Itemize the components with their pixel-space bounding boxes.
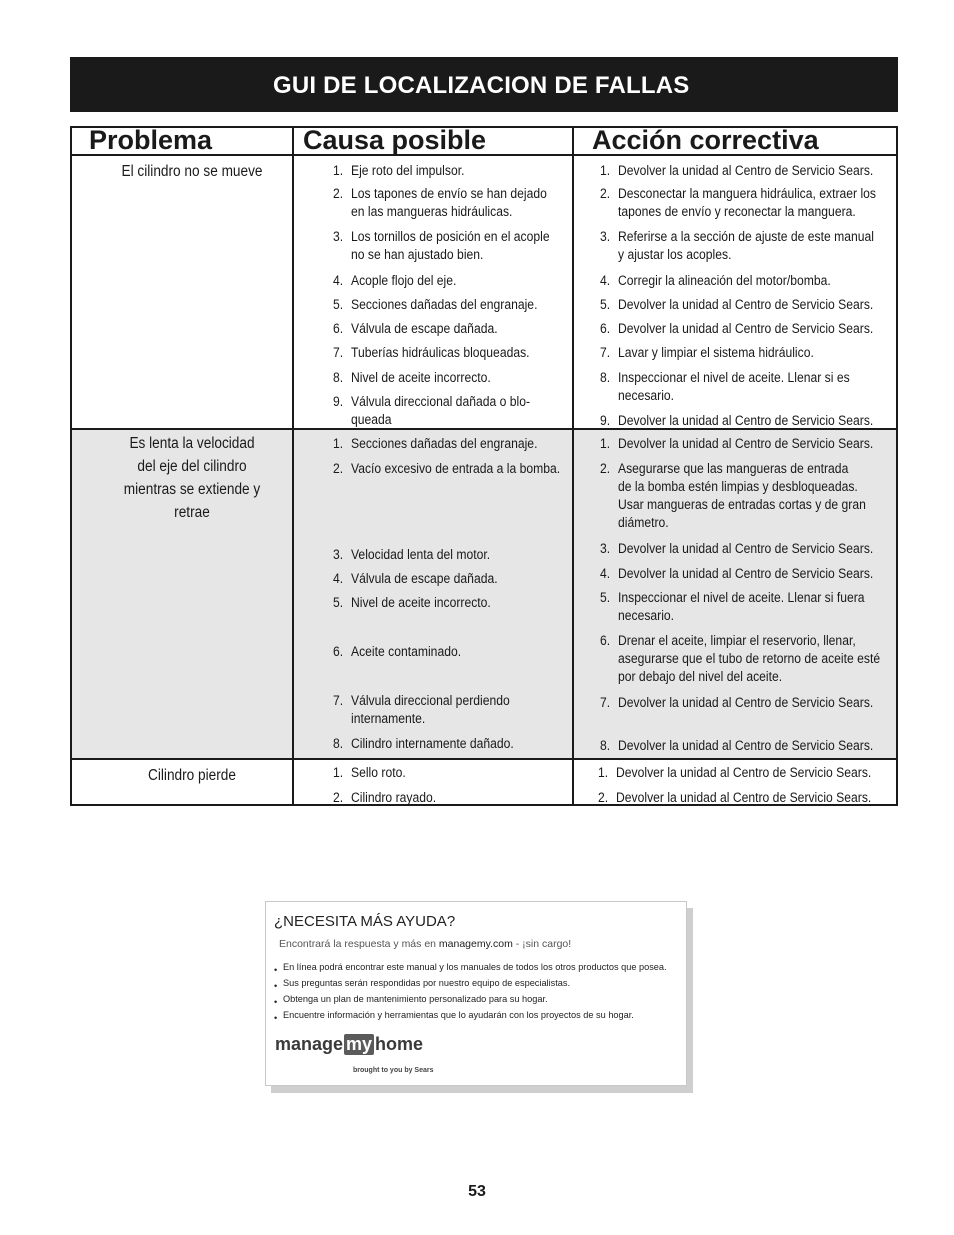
item-number: 1. — [333, 436, 344, 451]
item-number: 4. — [600, 566, 611, 581]
item-number: 8. — [600, 738, 611, 753]
bullet-icon: • — [274, 1013, 278, 1023]
item-text: Devolver la unidad al Centro de Servicio Sears. — [618, 321, 874, 336]
list-item: • Obtenga un plan de mantenimiento personalizado para su hogar. — [274, 994, 548, 1007]
item-text: Devolver la unidad al Centro de Servicio Sears. — [618, 436, 874, 451]
item-text: Los tapones de envío se han dejado en las mangueras hidráulicas. — [351, 186, 547, 219]
item-text: Devolver la unidad al Centro de Servicio Sears. — [618, 695, 874, 710]
page-title: GUI DE LOCALIZACION DE FALLAS — [273, 72, 690, 99]
item-number: 5. — [333, 595, 344, 610]
item-number: 6. — [333, 321, 344, 336]
item-text: Devolver la unidad al Centro de Servicio Sears. — [618, 738, 874, 753]
item-number: 2. — [598, 790, 609, 805]
item-text: Secciones dañadas del engranaje. — [351, 297, 538, 312]
item-text: Devolver la unidad al Centro de Servicio Sears. — [618, 541, 874, 556]
item-number: 6. — [600, 321, 611, 336]
item-text: Válvula de escape dañada. — [351, 571, 498, 586]
help-subtitle-prefix: Encontrará la respuesta y más en — [279, 938, 439, 950]
item-text: Velocidad lenta del motor. — [351, 547, 491, 562]
item-number: 2. — [600, 461, 611, 476]
item-text: Eje roto del impulsor. — [351, 163, 465, 178]
item-text: Inspeccionar el nivel de aceite. Llenar si es necesario. — [618, 370, 850, 403]
item-number: 1. — [600, 163, 611, 178]
item-number: 2. — [333, 790, 344, 805]
help-subtitle-suffix: - ¡sin cargo! — [512, 938, 572, 950]
item-text: Drenar el aceite, limpiar el reservorio, llenar, asegurarse que el tubo de retorno de aceite esté por debajo del nivel del aceite. — [618, 633, 881, 684]
item-text: Los tornillos de posición en el acople no se han ajustado bien. — [351, 229, 550, 262]
section-banner — [70, 57, 898, 112]
bullet-icon: • — [274, 981, 278, 991]
item-text: Nivel de aceite incorrecto. — [351, 370, 491, 385]
item-text: Devolver la unidad al Centro de Servicio Sears. — [618, 297, 874, 312]
item-text: Cilindro rayado. — [351, 790, 437, 805]
item-text: Devolver la unidad al Centro de Servicio Sears. — [616, 765, 872, 780]
item-number: 1. — [600, 436, 611, 451]
column-divider — [292, 128, 294, 804]
item-number: 4. — [333, 273, 344, 288]
item-text: Sello roto. — [351, 765, 406, 780]
item-text: Devolver la unidad al Centro de Servicio Sears. — [616, 790, 872, 805]
item-number: 4. — [600, 273, 611, 288]
item-number: 3. — [600, 229, 611, 244]
item-number: 3. — [333, 229, 344, 244]
item-text: Cilindro internamente dañado. — [351, 736, 514, 751]
item-text: Acople flojo del eje. — [351, 273, 457, 288]
item-number: 8. — [333, 736, 344, 751]
item-number: 2. — [333, 186, 344, 201]
item-number: 7. — [333, 345, 344, 360]
help-title: ¿NECESITA MÁS AYUDA? — [274, 913, 456, 930]
item-number: 7. — [600, 345, 611, 360]
item-text: Secciones dañadas del engranaje. — [351, 436, 538, 451]
item-text: Lavar y limpiar el sistema hidráulico. — [618, 345, 814, 360]
problem-text: El cilindro no se mueve — [121, 163, 263, 180]
item-text: Corregir la alineación del motor/bomba. — [618, 273, 831, 288]
item-text: Válvula direccional perdiendo internamente. — [351, 693, 510, 726]
bullet-icon: • — [274, 997, 278, 1007]
page-number: 53 — [468, 1183, 486, 1200]
item-text: Devolver la unidad al Centro de Servicio Sears. — [618, 413, 874, 428]
managemy-link[interactable]: managemy.com — [438, 938, 513, 950]
item-text: Aceite contaminado. — [351, 644, 462, 659]
item-number: 7. — [333, 693, 344, 708]
bullet-icon: • — [274, 965, 278, 975]
item-number: 1. — [333, 163, 344, 178]
item-text: Inspeccionar el nivel de aceite. Llenar si fuera necesario. — [618, 590, 865, 623]
item-text: Desconectar la manguera hidráulica, extraer los tapones de envío y reconectar la manguera. — [618, 186, 876, 219]
item-text: Tuberías hidráulicas bloqueadas. — [351, 345, 530, 360]
item-text: Vacío excesivo de entrada a la bomba. — [351, 461, 561, 476]
managemyhome-logo: manage my home — [275, 1034, 424, 1054]
help-subtitle — [279, 938, 571, 950]
item-number: 1. — [598, 765, 609, 780]
item-number: 5. — [600, 590, 611, 605]
item-number: 5. — [333, 297, 344, 312]
item-text: Válvula direccional dañada o blo- queada — [351, 394, 531, 427]
list-item: • Sus preguntas serán respondidas por nuestro equipo de especialistas. — [274, 978, 571, 991]
item-text: Válvula de escape dañada. — [351, 321, 498, 336]
item-text: Devolver la unidad al Centro de Servicio Sears. — [618, 566, 874, 581]
item-text: Referirse a la sección de ajuste de este manual y ajustar los acoples. — [618, 229, 874, 262]
list-item: • En línea podrá encontrar este manual y los manuales de todos los otros productos que posea. — [274, 962, 667, 975]
item-number: 4. — [333, 571, 344, 586]
item-number: 7. — [600, 695, 611, 710]
problem-text: Cilindro pierde — [148, 767, 236, 784]
item-number: 8. — [600, 370, 611, 385]
header-cause: Causa posible — [303, 125, 487, 155]
troubleshooting-table — [70, 126, 898, 806]
item-number: 2. — [600, 186, 611, 201]
header-problem: Problema — [89, 125, 213, 155]
list-item: • Encuentre información y herramientas que lo ayudarán con los proyectos de su hogar. — [274, 1010, 634, 1023]
item-number: 5. — [600, 297, 611, 312]
logo-tagline: brought to you by Sears — [353, 1067, 434, 1074]
header-action: Acción correctiva — [592, 125, 819, 155]
item-text: Asegurarse que las mangueras de entrada de la bomba estén limpias y desbloqueadas. Usar mangueras de entradas cortas y de gran diámetro. — [618, 461, 866, 530]
item-number: 6. — [333, 644, 344, 659]
item-number: 3. — [333, 547, 344, 562]
item-text: Devolver la unidad al Centro de Servicio Sears. — [618, 163, 874, 178]
item-number: 3. — [600, 541, 611, 556]
help-bullet-list — [274, 962, 674, 1026]
problem-text: Es lenta la velocidad del eje del cilindro mientras se extiende y retrae — [123, 435, 261, 521]
item-number: 2. — [333, 461, 344, 476]
item-number: 1. — [333, 765, 344, 780]
item-number: 9. — [600, 413, 611, 428]
help-box — [265, 901, 687, 1086]
item-number: 9. — [333, 394, 344, 409]
table-header — [72, 125, 896, 156]
item-number: 6. — [600, 633, 611, 648]
item-number: 8. — [333, 370, 344, 385]
item-text: Nivel de aceite incorrecto. — [351, 595, 491, 610]
